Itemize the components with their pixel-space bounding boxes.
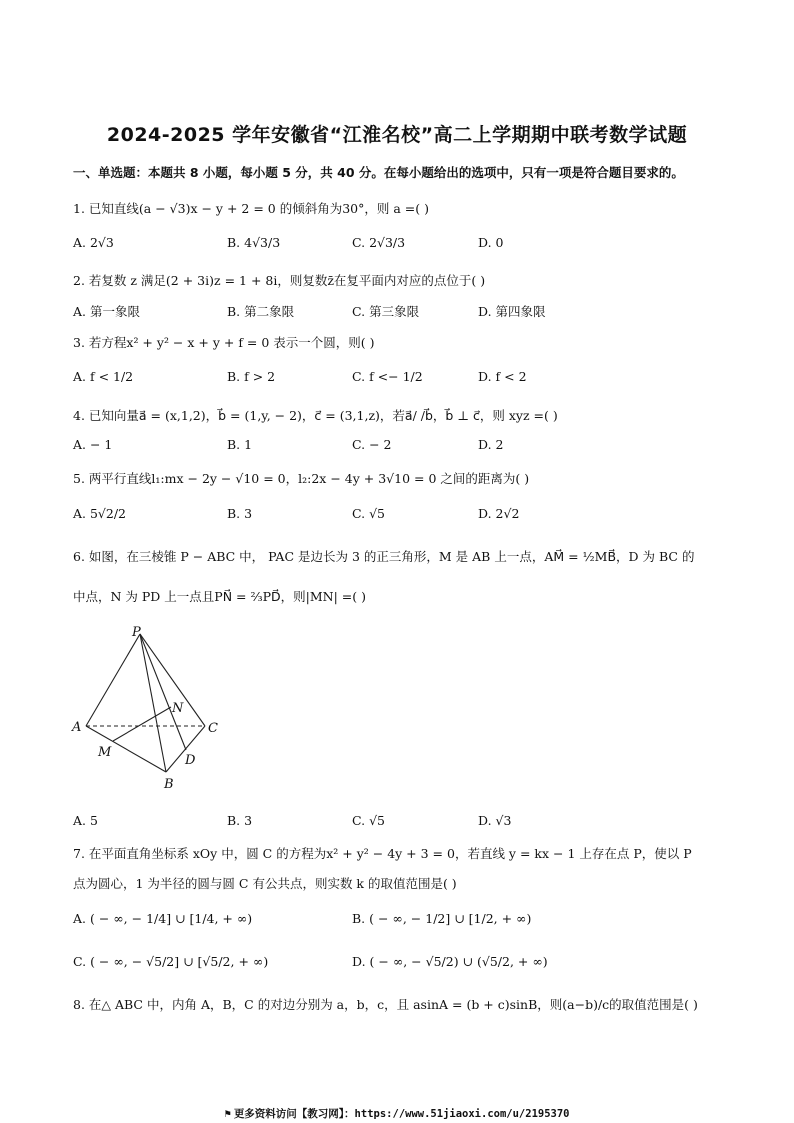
option-b: B. 4√3/3: [227, 235, 281, 250]
footer-text[interactable]: 更多资料访问【教习网】：https://www.51jiaoxi.com/u/2195370: [233, 1108, 570, 1120]
option-b: B. 3: [227, 506, 253, 521]
option-a: A. f < 1/2: [73, 369, 134, 384]
label-p: P: [132, 625, 141, 640]
question-2-options: [73, 302, 733, 322]
question-6-options: [73, 813, 733, 833]
option-b: B. f > 2: [227, 369, 276, 384]
option-d: D. f < 2: [478, 369, 527, 384]
question-2-stem: 2. 若复数 z 满足(2 + 3i)z = 1 + 8i，则复数z̄在复平面内对应的点位于( ): [73, 273, 486, 288]
option-c: C. √5: [352, 813, 385, 828]
label-m: M: [98, 745, 112, 760]
question-7-options-row1: [73, 911, 733, 933]
question-6-stem-continued: 中点，N 为 PD 上一点且PN⃗ = ⅔PD⃗，则|MN| =( ): [73, 589, 366, 604]
option-d: D. 第四象限: [478, 304, 546, 319]
edge-pd: [140, 634, 186, 750]
option-c: C. ( − ∞, − √5/2] ∪ [√5/2, + ∞): [73, 954, 269, 969]
question-7-stem-continued: 点为圆心，1 为半径的圆与圆 C 有公共点，则实数 k 的取值范围是( ): [73, 876, 457, 891]
label-a: A: [72, 720, 82, 735]
label-b: B: [164, 777, 174, 792]
question-3-options: [73, 369, 733, 389]
option-d: D. ( − ∞, − √5/2) ∪ (√5/2, + ∞): [352, 954, 548, 969]
option-d: D. √3: [478, 813, 512, 828]
question-1-stem: 1. 已知直线(a − √3)x − y + 2 = 0 的倾斜角为30°，则 a =( ): [73, 201, 429, 216]
question-4-stem: 4. 已知向量a⃗ = (x,1,2)，b⃗ = (1,y, − 2)，c⃗ = (3,1,z)，若a⃗/ /b⃗，b⃗ ⊥ c⃗，则 xyz =( ): [73, 408, 558, 423]
question-7-stem: 7. 在平面直角坐标系 xOy 中，圆 C 的方程为x² + y² − 4y + 3 = 0，若直线 y = kx − 1 上存在点 P，使以 P: [73, 846, 692, 861]
label-d: D: [185, 753, 196, 768]
label-n: N: [172, 701, 184, 716]
option-b: B. 第二象限: [227, 304, 295, 319]
question-8-stem: 8. 在△ ABC 中，内角 A，B，C 的对边分别为 a，b，c，且 asinA = (b + c)sinB，则(a−b)/c的取值范围是( ): [73, 997, 698, 1012]
question-1-options: [73, 235, 733, 255]
label-c: C: [208, 721, 218, 736]
option-b: B. 1: [227, 437, 253, 452]
question-5-stem: 5. 两平行直线l₁:mx − 2y − √10 = 0，l₂:2x − 4y + 3√10 = 0 之间的距离为( ): [73, 471, 530, 486]
option-d: D. 2: [478, 437, 504, 452]
question-5-options: [73, 506, 733, 526]
question-7-options-row2: [73, 954, 733, 976]
question-4-options: [73, 437, 733, 457]
option-a: A. 5: [73, 813, 98, 828]
flag-icon: ⚑: [224, 1108, 231, 1120]
option-c: C. √5: [352, 506, 385, 521]
option-a: A. 2√3: [73, 235, 114, 250]
edge-pa: [86, 634, 140, 726]
segment-mn: [113, 707, 171, 741]
section-heading: 一、单选题：本题共 8 小题，每小题 5 分，共 40 分。在每小题给出的选项中，只有一项是符合题目要求的。: [73, 165, 684, 180]
option-b: B. ( − ∞, − 1/2] ∪ [1/2, + ∞): [352, 911, 532, 926]
question-6-stem: 6. 如图，在三棱锥 P − ABC 中， PAC 是边长为 3 的正三角形，M 是 AB 上一点，AM⃗ = ½MB⃗，D 为 BC 的: [73, 549, 695, 564]
option-c: C. 第三象限: [352, 304, 420, 319]
option-c: C. 2√3/3: [352, 235, 406, 250]
tetrahedron-diagram: [68, 622, 238, 797]
option-d: D. 2√2: [478, 506, 520, 521]
footer-link[interactable]: [0, 1106, 794, 1121]
option-a: A. − 1: [73, 437, 113, 452]
option-a: A. 5√2/2: [73, 506, 127, 521]
option-c: C. f <− 1/2: [352, 369, 423, 384]
edge-pb: [140, 634, 166, 772]
question-3-stem: 3. 若方程x² + y² − x + y + f = 0 表示一个圆，则( ): [73, 335, 375, 350]
page-title: 2024-2025 学年安徽省“江淮名校”高二上学期期中联考数学试题: [106, 124, 688, 146]
option-b: B. 3: [227, 813, 253, 828]
option-a: A. ( − ∞, − 1/4] ∪ [1/4, + ∞): [73, 911, 253, 926]
option-d: D. 0: [478, 235, 504, 250]
option-c: C. − 2: [352, 437, 392, 452]
option-a: A. 第一象限: [73, 304, 140, 319]
